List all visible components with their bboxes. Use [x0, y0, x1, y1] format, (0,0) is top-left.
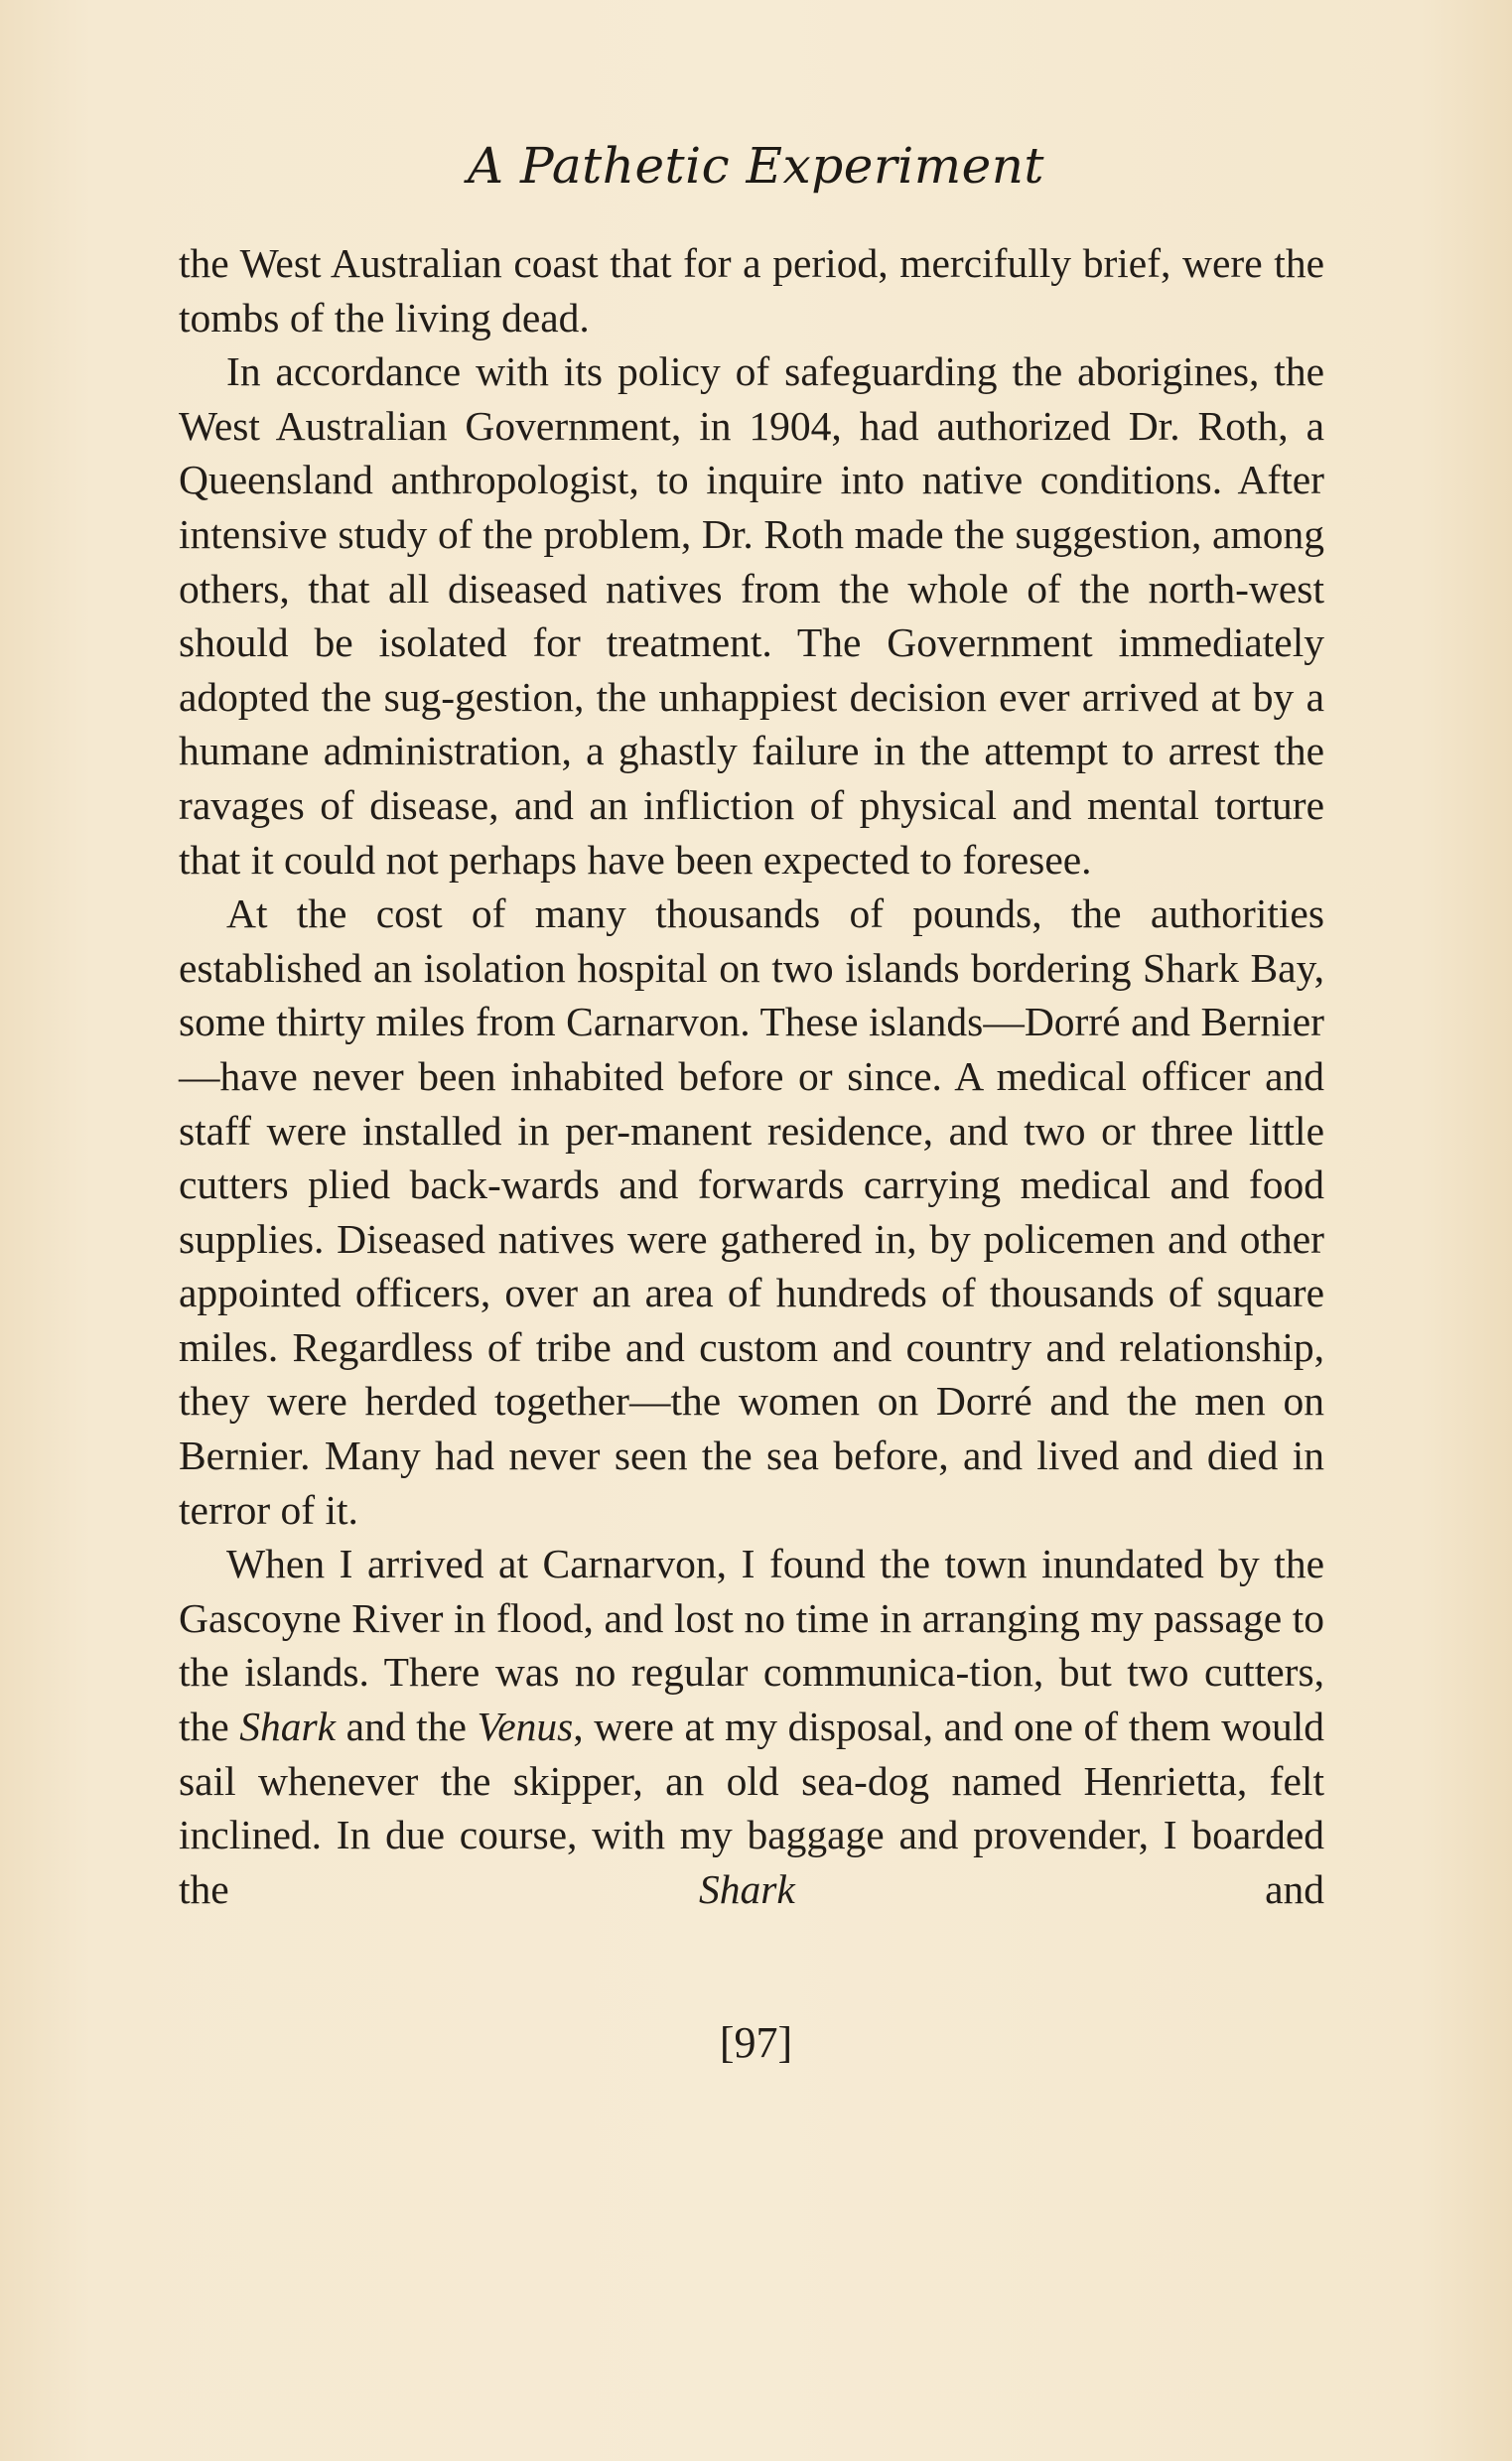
body-text: [179, 236, 1324, 1916]
text-segment: When I arrived at Carnarvon, I found the town inundated by the Gascoyne River in flood, and lost no time in arranging my passage to the islands. There was no regular communica-tion, but two cutters, the: [179, 1541, 1324, 1750]
paragraph-roth-inquiry: In accordance with its policy of safeguarding the aborigines, the West Australian Government, in 1904, had authorized Dr. Roth, a Queensland anthropologist, to inquire into native conditions. After intensive study of the problem, Dr. Roth made the suggestion, among others, that all diseased natives from the whole of the north-west should be isolated for treatment. The Government immediately adopted the sug-gestion, the unhappiest decision ever arrived at by a humane administration, a ghastly failure in the attempt to arrest the ravages of disease, and an infliction of physical and mental torture that it could not perhaps have been expected to foresee.: [179, 348, 1324, 883]
paragraph-continuation: the West Australian coast that for a period, mercifully brief, were the tombs of the living dead.: [179, 240, 1324, 341]
text-segment: and: [794, 1865, 1325, 1912]
text-segment: and the: [336, 1704, 478, 1750]
vessel-name-venus: Venus: [477, 1704, 574, 1750]
text-segment: , were at my disposal, and one of them would sail whenever the skipper, an old sea-dog named Henrietta, felt inclined. In due course, with my baggage and provender, I boarded the: [179, 1704, 1325, 1912]
paragraph-isolation-hospital: At the cost of many thousands of pounds, the authorities established an isolation hospital on two islands bordering Shark Bay, some thirty miles from Carnarvon. These islands—Dorré and Bernier—have never been inhabited before or since. A medical officer and staff were installed in per-manent residence, and two or three little cutters plied back-wards and forwards carrying medical and food supplies. Diseased natives were gathered in, by policemen and other appointed officers, over an area of hundreds of thousands of square miles. Regardless of tribe and custom and country and relationship, they were herded together—the women on Dorré and the men on Bernier. Many had never seen the sea before, and lived and died in terror of it.: [179, 890, 1324, 1533]
vessel-name-shark: Shark: [698, 1865, 795, 1912]
vessel-name-shark: Shark: [239, 1704, 337, 1750]
paragraph-arrival-carnarvon: [179, 1537, 1324, 1916]
page-number: [97]: [719, 2018, 793, 2067]
running-head: A Pathetic Experiment: [467, 137, 1045, 195]
